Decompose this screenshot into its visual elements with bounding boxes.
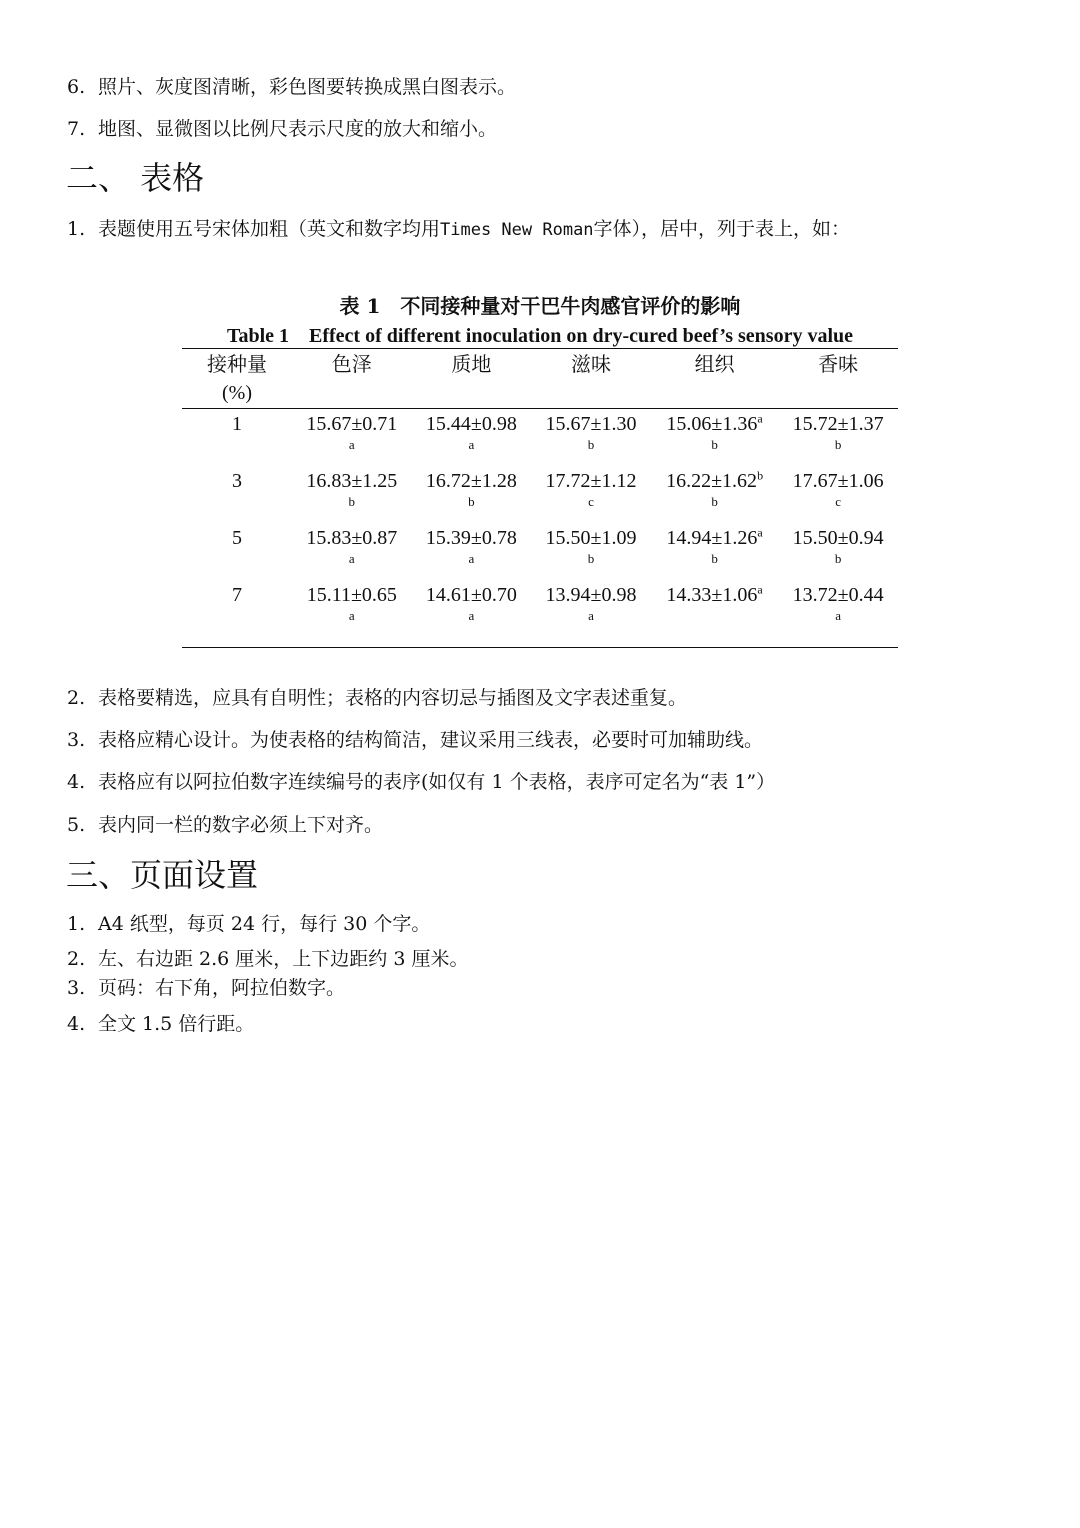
cell	[651, 409, 779, 467]
cell	[651, 466, 779, 523]
dose-value: 1	[232, 413, 242, 435]
cell-letter: a	[348, 608, 355, 623]
cell-value: 16.72±1.28	[425, 470, 517, 492]
item-number: 1.	[67, 913, 86, 935]
item-number: 6.	[67, 76, 86, 98]
sensory-table	[182, 348, 898, 648]
item-number: 1.	[67, 218, 86, 240]
dose-value: 3	[232, 470, 242, 492]
cell-letter: b	[468, 494, 475, 509]
cell-letter: a	[835, 608, 842, 623]
cell	[651, 523, 779, 580]
cell	[292, 580, 412, 648]
cell-letter: c	[835, 494, 842, 509]
cell	[531, 523, 651, 580]
cell-letter: b	[834, 437, 842, 452]
list-item-table-1	[67, 216, 850, 243]
cell	[778, 466, 898, 523]
cell-superscript: a	[757, 582, 763, 597]
list-item-6	[67, 74, 516, 100]
cell	[778, 523, 898, 580]
list-item-setup-1	[67, 911, 430, 937]
item-text: 地图、显微图以比例尺表示尺度的放大和缩小。	[98, 118, 498, 140]
item-text: 表格要精选，应具有自明性；表格的内容切忌与插图及文字表述重复。	[98, 687, 688, 709]
list-item-table-3	[67, 727, 763, 753]
cell	[412, 523, 532, 580]
table-row	[182, 523, 898, 580]
cell-letter: a	[468, 608, 475, 623]
cell-value: 15.44±0.98	[425, 413, 517, 435]
header-aroma: 香味	[778, 349, 898, 409]
cell-value: 15.50±1.09	[545, 527, 637, 549]
dose-value: 5	[232, 527, 242, 549]
cell-dose	[182, 466, 292, 523]
dose-value: 7	[232, 584, 242, 606]
item-text: A4 纸型，每页 24 行，每行 30 个字。	[98, 913, 431, 935]
table-caption-en: Table 1 Effect of different inoculation on dry-cured beef’s sensory value	[226, 325, 854, 347]
table-caption-cn: 表 1 不同接种量对干巴牛肉感官评价的影响	[339, 294, 741, 318]
cell	[292, 409, 412, 467]
cell	[651, 580, 779, 648]
cell-value: 13.94±0.98	[545, 584, 637, 606]
cell-superscript: a	[757, 525, 763, 540]
item-number: 3.	[67, 977, 86, 999]
cell-value: 16.83±1.25	[306, 470, 398, 492]
font-name: Times New Roman	[440, 220, 594, 240]
item-number: 3.	[67, 729, 86, 751]
cell-letter: a	[348, 437, 355, 452]
cell-value: 17.72±1.12	[545, 470, 637, 492]
header-taste: 滋味	[531, 349, 651, 409]
table-row	[182, 580, 898, 648]
header-dose	[182, 349, 292, 409]
cell-value: 14.61±0.70	[425, 584, 517, 606]
cell	[531, 580, 651, 648]
cell	[531, 466, 651, 523]
cell-value: 15.06±1.36	[666, 413, 758, 435]
item-text-before: 表题使用五号宋体加粗（英文和数字均用	[98, 218, 441, 240]
cell-letter: a	[468, 551, 475, 566]
cell-letter: b	[711, 437, 718, 452]
cell-value-wrap	[651, 469, 779, 494]
cell-value: 14.94±1.26	[666, 527, 758, 549]
cell	[412, 466, 532, 523]
cell-letter: b	[587, 551, 595, 566]
cell-value: 15.67±1.30	[545, 413, 637, 435]
table-row	[182, 409, 898, 467]
section-heading-tables: 二、 表格	[66, 159, 205, 197]
item-text: 左、右边距 2.6 厘米，上下边距约 3 厘米。	[98, 948, 469, 970]
table-row	[182, 466, 898, 523]
cell-value: 15.83±0.87	[306, 527, 398, 549]
cell-letter: b	[834, 551, 842, 566]
cell	[292, 466, 412, 523]
cell-letter: c	[588, 494, 594, 509]
list-item-table-4	[67, 769, 775, 795]
list-item-7	[67, 116, 497, 142]
cell-value-wrap	[651, 583, 779, 608]
cell-value: 15.11±0.65	[306, 584, 397, 606]
cell-letter: b	[711, 494, 718, 509]
cell-value-wrap	[651, 526, 779, 551]
cell	[531, 409, 651, 467]
cell-value: 16.22±1.62	[666, 470, 758, 492]
item-text: 表格应精心设计。为使表格的结构简洁，建议采用三线表，必要时可加辅助线。	[98, 729, 764, 751]
cell-letter: b	[348, 494, 356, 509]
cell	[412, 580, 532, 648]
cell	[778, 580, 898, 648]
cell-letter: b	[711, 551, 718, 566]
cell-value: 17.67±1.06	[792, 470, 884, 492]
cell-value: 14.33±1.06	[666, 584, 758, 606]
item-number: 7.	[67, 118, 86, 140]
cell-letter: b	[587, 437, 595, 452]
cell-value: 15.67±0.71	[306, 413, 398, 435]
list-item-setup-2	[67, 946, 468, 972]
cell	[412, 409, 532, 467]
cell-value: 15.39±0.78	[425, 527, 517, 549]
item-text: 表内同一栏的数字必须上下对齐。	[98, 814, 384, 836]
item-number: 4.	[67, 1013, 86, 1035]
cell-dose	[182, 409, 292, 467]
cell-letter: a	[588, 608, 594, 623]
cell	[292, 523, 412, 580]
header-dose-unit: (%)	[222, 382, 252, 404]
item-number: 2.	[67, 687, 86, 709]
cell-value: 15.72±1.37	[792, 413, 884, 435]
item-text: 全文 1.5 倍行距。	[98, 1013, 255, 1035]
item-number: 4.	[67, 771, 86, 793]
header-texture: 质地	[412, 349, 532, 409]
list-item-setup-3	[67, 975, 345, 1001]
item-text: 照片、灰度图清晰，彩色图要转换成黑白图表示。	[98, 76, 517, 98]
cell-superscript: b	[757, 468, 764, 483]
list-item-table-5	[67, 812, 383, 838]
cell-dose	[182, 523, 292, 580]
cell-value: 13.72±0.44	[792, 584, 884, 606]
table-header-row	[182, 349, 898, 409]
cell-letter: a	[348, 551, 355, 566]
cell-value-wrap	[651, 412, 779, 437]
item-number: 2.	[67, 948, 86, 970]
cell-dose	[182, 580, 292, 648]
cell-letter: a	[468, 437, 475, 452]
cell-superscript: a	[757, 411, 763, 426]
header-tissue: 组织	[651, 349, 779, 409]
list-item-table-2	[67, 685, 687, 711]
item-number: 5.	[67, 814, 86, 836]
cell-value: 15.50±0.94	[792, 527, 884, 549]
item-text: 页码：右下角，阿拉伯数字。	[98, 977, 346, 999]
header-color: 色泽	[292, 349, 412, 409]
item-text: 表格应有以阿拉伯数字连续编号的表序(如仅有 1 个表格，表序可定名为“表 1”）	[98, 771, 776, 793]
section-heading-page-setup: 三、页面设置	[66, 856, 259, 894]
cell	[778, 409, 898, 467]
header-dose-label: 接种量	[207, 354, 267, 376]
item-text-after: 字体），居中，列于表上，如：	[593, 218, 851, 240]
list-item-setup-4	[67, 1011, 254, 1037]
